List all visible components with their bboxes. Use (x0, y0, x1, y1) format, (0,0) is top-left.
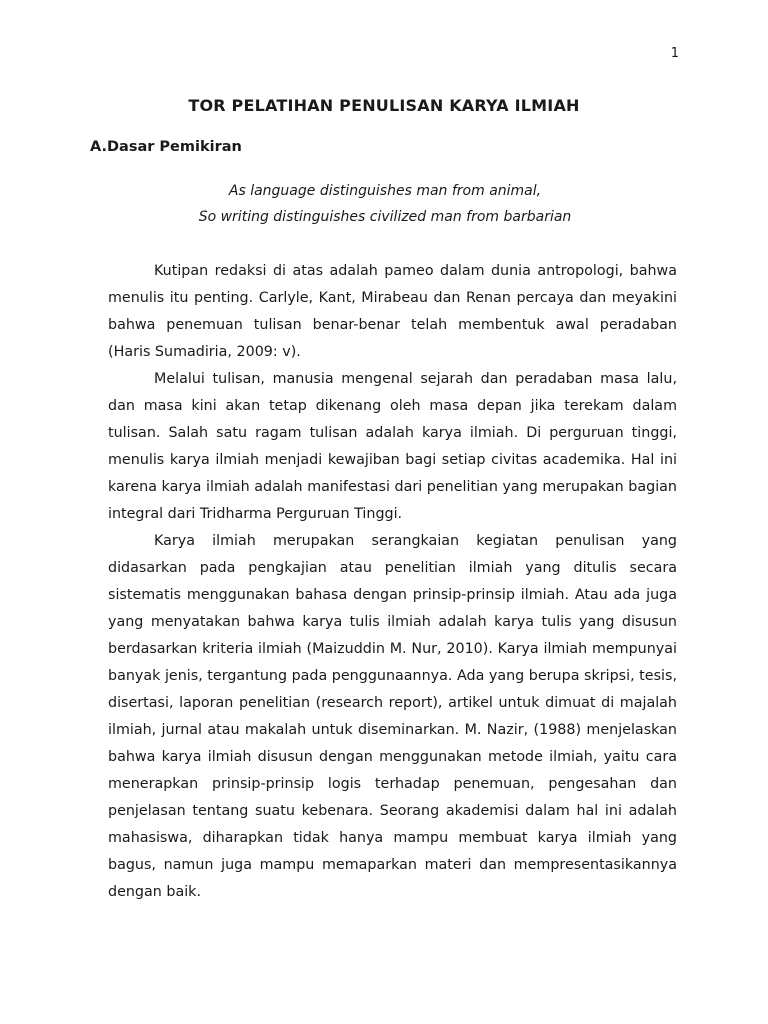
quote-line: As language distinguishes man from animal, (228, 183, 542, 199)
paragraph: Melalui tulisan, manusia mengenal sejarah dan peradaban masa lalu, dan masa kini akan tetap dikenang oleh masa depan jika terekam dalam tulisan. Salah satu ragam tulisan adalah karya ilmiah. Di perguruan tinggi, menulis karya ilmiah menjadi kewajiban bagi setiap civitas academika. Hal ini karena karya ilmiah adalah manifestasi dari penelitian yang merupakan bagian integral dari Tridharma Perguruan Tinggi. (108, 371, 677, 522)
document-title: TOR PELATIHAN PENULISAN KARYA ILMIAH (188, 96, 580, 115)
epigraph-quote (0, 178, 768, 230)
quote-line: So writing distinguishes civilized man from barbarian (198, 209, 572, 225)
paragraph: Karya ilmiah merupakan serangkaian kegiatan penulisan yang didasarkan pada pengkajian atau penelitian ilmiah yang ditulis secara sistematis menggunakan bahasa dengan prinsip-prinsip ilmiah. Atau ada juga yang menyatakan bahwa karya tulis ilmiah adalah karya tulis yang disusun berdasarkan kriteria ilmiah (Maizuddin M. Nur, 2010). Karya ilmiah mempunyai banyak jenis, tergantung pada penggunaannya. Ada yang berupa skripsi, tesis, disertasi, laporan penelitian (research report), artikel untuk dimuat di majalah ilmiah, jurnal atau makalah untuk diseminarkan. M. Nazir, (1988) menjelaskan bahwa karya ilmiah disusun dengan menggunakan metode ilmiah, yaitu cara menerapkan prinsip-prinsip logis terhadap penemuan, pengesahan dan penjelasan tentang suatu kebenara. Seorang akademisi dalam hal ini adalah mahasiswa, diharapkan tidak hanya mampu membuat karya ilmiah yang bagus, namun juga mampu memaparkan materi dan mempresentasikannya dengan baik. (108, 533, 677, 900)
body-text (108, 258, 677, 906)
paragraph: Kutipan redaksi di atas adalah pameo dalam dunia antropologi, bahwa menulis itu penting. Carlyle, Kant, Mirabeau dan Renan percaya dan meyakini bahwa penemuan tulisan benar-benar telah membentuk awal peradaban (Haris Sumadiria, 2009: v). (108, 263, 677, 360)
section-heading: A.Dasar Pemikiran (90, 139, 242, 155)
page-number: 1 (670, 46, 679, 61)
